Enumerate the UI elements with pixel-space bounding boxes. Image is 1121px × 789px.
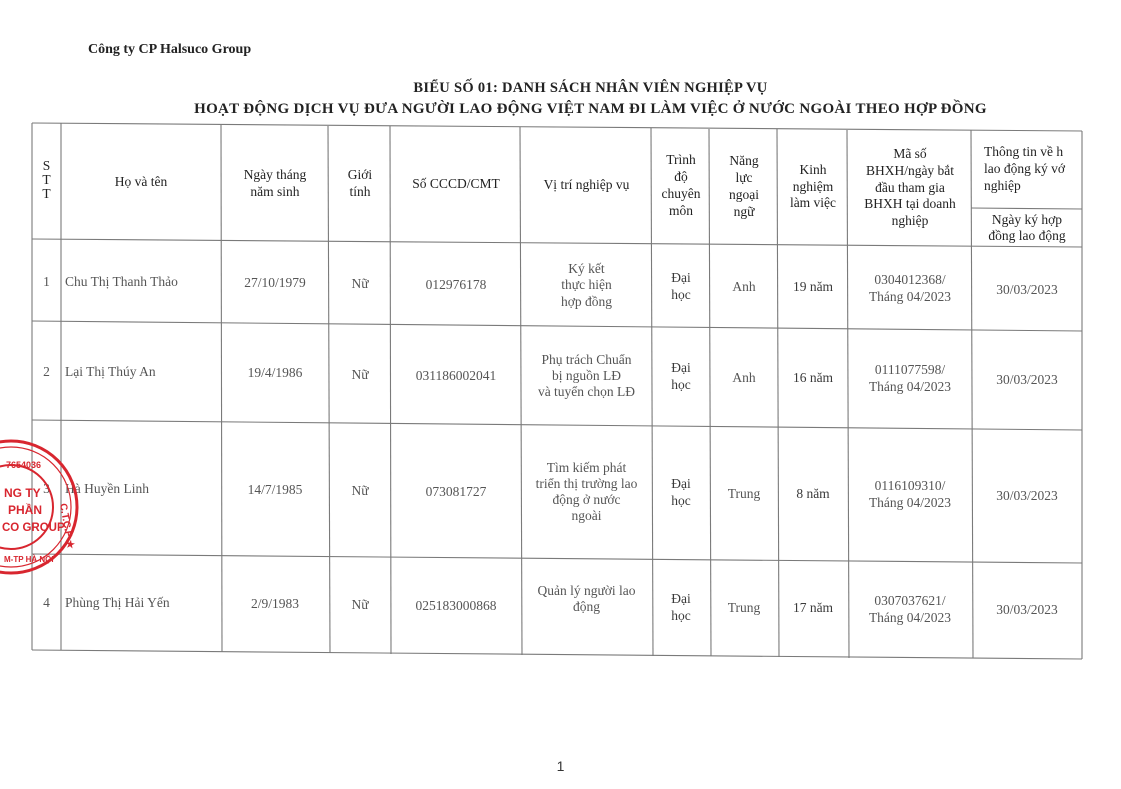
row4-contract-date: 30/03/2023 [996,602,1058,618]
row1-language: Anh [732,279,756,295]
row3-experience: 8 năm [796,485,830,501]
page-number: 1 [556,758,565,774]
header-position: Vị trí nghiệp vụ [543,176,630,192]
header-gender: Giới tính [347,166,373,199]
header-education: Trình độ chuyên môn [661,152,701,218]
row2-stt: 2 [43,364,50,380]
row4-experience: 17 năm [792,600,834,616]
header-id: Số CCCD/CMT [412,176,500,192]
row4-id: 025183000868 [415,598,497,614]
row1-insurance: 0304012368/ Tháng 04/2023 [868,271,952,304]
header-dob: Ngày tháng năm sinh [243,166,307,199]
company-seal-stamp [0,438,80,576]
company-name: Công ty CP Halsuco Group [88,42,252,57]
row1-name: Chu Thị Thanh Thảo [65,273,178,289]
row4-education: Đại học [671,590,691,623]
row4-stt: 4 [43,595,50,611]
row4-position: Quản lý người lao động [537,582,636,614]
row2-position: Phụ trách Chuẩn bị nguồn LĐ và tuyển chọn LĐ [537,351,636,400]
stamp-code-text: 7654036 [6,460,42,470]
row2-language: Anh [732,369,756,385]
row1-gender: Nữ [351,275,369,291]
row3-dob: 14/7/1985 [247,481,303,497]
header-contract-date: Ngày ký hợp đồng lao động [988,212,1066,243]
row1-education: Đại học [671,269,691,302]
svg-text:C.T.C.P ★: C.T.C.P ★ [57,502,76,550]
row3-position: Tìm kiếm phát triển thị trường lao động ở nước ngoài [535,459,638,524]
row4-gender: Nữ [351,597,369,613]
row2-dob: 19/4/1986 [247,365,303,381]
row1-dob: 27/10/1979 [244,274,306,290]
row3-education: Đại học [671,476,691,508]
stamp-bottom-text: M-TP HÀ NỘI [4,555,54,564]
row3-stt: 3 [43,480,50,496]
row2-gender: Nữ [351,366,369,382]
row2-id: 031186002041 [415,367,497,383]
row2-experience: 16 năm [792,369,834,385]
header-contract-group: Thông tin về h lao động ký vớ nghiệp [984,144,1066,193]
row2-education: Đại học [671,360,691,392]
row3-contract-date: 30/03/2023 [996,487,1058,503]
row1-id: 012976178 [425,276,487,292]
row3-language: Trung [727,485,761,501]
row3-insurance: 0116109310/ Tháng 04/2023 [868,478,952,510]
row2-name: Lại Thị Thúy An [65,364,156,380]
row3-id: 073081727 [425,483,487,499]
stamp-line3-text: CO GROUP [2,522,65,534]
row1-contract-date: 30/03/2023 [996,281,1058,297]
stamp-line1-text: NG TY [4,486,41,500]
document-subtitle: HOẠT ĐỘNG DỊCH VỤ ĐƯA NGƯỜI LAO ĐỘNG VIỆT NAM ĐI LÀM VIỆC Ở NƯỚC NGOÀI THEO HỢP ĐỒNG [194,101,987,117]
row4-insurance: 0307037621/ Tháng 04/2023 [868,592,952,625]
header-language: Năng lực ngoại ngữ [729,153,759,219]
header-insurance: Mã số BHXH/ngày bắt đầu tham gia BHXH tại doanh nghiệp [864,145,956,229]
row1-stt: 1 [43,273,50,289]
row4-language: Trung [727,600,761,616]
row4-dob: 2/9/1983 [250,596,299,612]
row4-name: Phùng Thị Hải Yến [65,595,170,611]
row1-position: Ký kết thực hiện hợp đồng [560,261,612,309]
row3-gender: Nữ [351,482,369,498]
document-title: BIỂU SỐ 01: DANH SÁCH NHÂN VIÊN NGHIỆP VỤ [413,80,768,96]
row3-name: Hà Huyền Linh [65,480,149,496]
header-stt: S T T [42,157,51,202]
header-experience: Kinh nghiệm làm việc [789,161,837,211]
row2-contract-date: 30/03/2023 [996,371,1058,387]
row2-insurance: 0111077598/ Tháng 04/2023 [868,362,952,394]
row1-experience: 19 năm [792,279,834,295]
stamp-line2-text: PHẦN [8,503,43,517]
header-name: Họ và tên [114,174,168,190]
